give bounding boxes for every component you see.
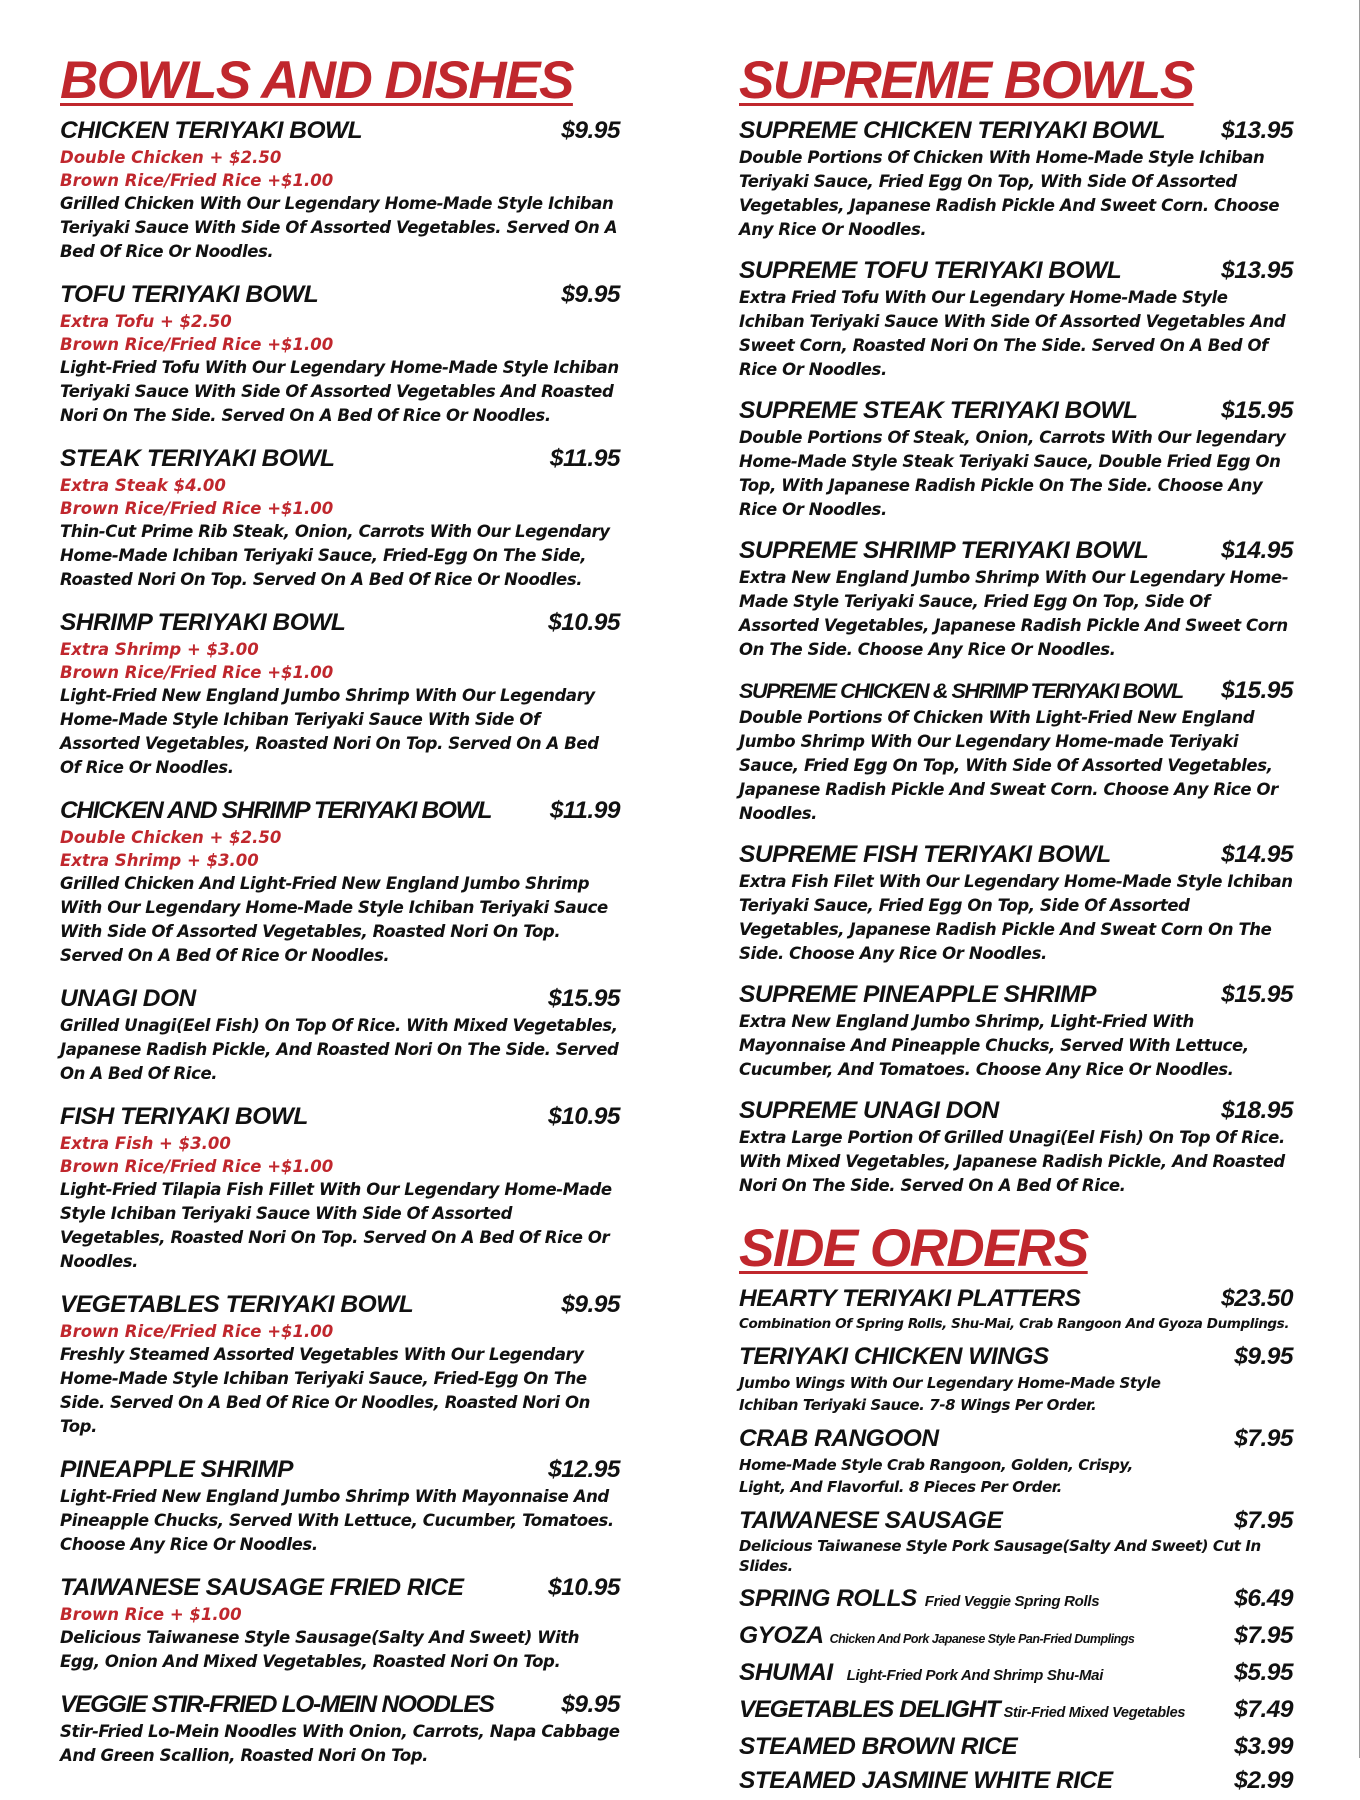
item-description: Grilled Chicken And Light-Fried New England Jumbo Shrimp With Our Legendary Home-Made Style Ichiban Teriyaki Sauce With Side Of Assorted Vegetables, Roasted Nori On Top. Served On A Bed Of Rice Or Noodles.: [60, 874, 608, 965]
item-name: VEGETABLES DELIGHT: [739, 1696, 1000, 1723]
item-option: Extra Tofu + $2.50: [60, 312, 232, 331]
menu-item: [739, 1096, 1293, 1198]
item-option: Extra Shrimp + $3.00: [60, 851, 259, 870]
item-price: $9.95: [561, 117, 620, 144]
item-price: $15.95: [1221, 677, 1293, 704]
item-option: Brown Rice + $1.00: [60, 1605, 242, 1624]
item-price: $3.99: [1234, 1733, 1293, 1760]
item-option: Brown Rice/Fried Rice +$1.00: [60, 499, 334, 518]
menu-item: [739, 396, 1293, 522]
item-name: SUPREME UNAGI DON: [739, 1097, 999, 1124]
item-price: $15.95: [1221, 397, 1293, 424]
item-price: $2.99: [1234, 1767, 1293, 1794]
item-description: Grilled Chicken With Our Legendary Home-Made Style Ichiban Teriyaki Sauce With Side Of Assorted Vegetables. Served On A Bed Of Rice Or Noodles.: [60, 194, 618, 261]
item-description: Thin-Cut Prime Rib Steak, Onion, Carrots With Our Legendary Home-Made Ichiban Teriyaki Sauce, Fried-Egg On The Side, Roasted Nori On Top. Served On A Bed Of Rice Or Noodles.: [60, 522, 610, 589]
item-price: $11.95: [549, 445, 620, 472]
item-price: $9.95: [561, 1291, 620, 1318]
item-name: SUPREME PINEAPPLE SHRIMP: [739, 981, 1096, 1008]
menu-item: [739, 840, 1293, 966]
menu-item: [60, 1290, 620, 1439]
menu-item: [60, 280, 620, 428]
item-description: Freshly Steamed Assorted Vegetables With Our Legendary Home-Made Style Ichiban Teriyaki Sauce, Fried-Egg On The Side. Served On A Bed Of Rice Or Noodles, Roasted Nori On Top.: [60, 1345, 590, 1436]
item-description: Extra Fried Tofu With Our Legendary Home-Made Style Ichiban Teriyaki Sauce With Side Of Assorted Vegetables And Sweet Corn, Roasted Nori On The Side. Served On A Bed Of Rice Or Noodles.: [739, 288, 1286, 379]
menu-item: [60, 1573, 620, 1674]
menu-item: [739, 536, 1293, 662]
item-price: $9.95: [561, 1691, 620, 1718]
item-name: PINEAPPLE SHRIMP: [60, 1456, 293, 1483]
menu-item: [739, 1342, 1293, 1416]
item-price: $15.95: [1221, 981, 1293, 1008]
bowls-list: [60, 116, 620, 1768]
item-description: Double Portions Of Steak, Onion, Carrots With Our legendary Home-Made Style Steak Teriyaki Sauce, Double Fried Egg On Top, With Japanese Radish Pickle On The Side. Choose Any Rice Or Noodles.: [739, 428, 1286, 519]
menu-item: [739, 116, 1293, 242]
item-description: Stir-Fried Lo-Mein Noodles With Onion, Carrots, Napa Cabbage And Green Scallion, Roasted Nori On Top.: [60, 1722, 620, 1765]
item-name: CHICKEN TERIYAKI BOWL: [60, 117, 363, 144]
menu-item: [60, 1690, 620, 1768]
item-name: SUPREME STEAK TERIYAKI BOWL: [739, 397, 1138, 424]
item-name: SHRIMP TERIYAKI BOWL: [60, 609, 346, 636]
item-name: VEGETABLES TERIYAKI BOWL: [60, 1291, 414, 1318]
item-description: Jumbo Wings With Our Legendary Home-Made Style Ichiban Teriyaki Sauce. 7-8 Wings Per Order.: [739, 1374, 1161, 1414]
item-price: $23.50: [1221, 1285, 1293, 1312]
item-name: GYOZA: [739, 1622, 824, 1649]
item-price: $5.95: [1234, 1659, 1293, 1686]
menu-item: [739, 256, 1293, 382]
menu-item: [739, 1766, 1293, 1796]
item-option: Brown Rice/Fried Rice +$1.00: [60, 1157, 334, 1176]
item-name: CRAB RANGOON: [739, 1425, 939, 1452]
item-name: TAIWANESE SAUSAGE FRIED RICE: [60, 1574, 464, 1601]
menu-item: [739, 1506, 1293, 1576]
item-price: $14.95: [1221, 537, 1293, 564]
item-name: FISH TERIYAKI BOWL: [60, 1103, 308, 1130]
menu-item: [739, 1584, 1293, 1617]
item-name: SUPREME FISH TERIYAKI BOWL: [739, 841, 1111, 868]
menu-item: [60, 608, 620, 780]
bowls-column: [60, 52, 620, 1784]
item-description: Double Portions Of Chicken With Light-Fried New England Jumbo Shrimp With Our Legendary Home-made Teriyaki Sauce, Fried Egg On Top, With Side Of Assorted Vegetables, Japanese Radish Pickle And Sweat Corn. Choose Any Rice Or Noodles.: [739, 708, 1278, 823]
menu-item: [60, 1455, 620, 1557]
item-name: SUPREME CHICKEN & SHRIMP TERIYAKI BOWL: [739, 679, 1183, 703]
sides-list: [739, 1284, 1293, 1796]
item-note: Fried Veggie Spring Rolls: [924, 1593, 1100, 1610]
item-option: Brown Rice/Fried Rice +$1.00: [60, 663, 334, 682]
item-name: STEAMED JASMINE WHITE RICE: [739, 1767, 1113, 1794]
item-name: SHUMAI: [739, 1659, 833, 1686]
item-description: Extra Large Portion Of Grilled Unagi(Eel Fish) On Top Of Rice. With Mixed Vegetables, Japanese Radish Pickle, And Roasted Nori On The Side. Served On A Bed Of Rice.: [739, 1128, 1285, 1195]
item-description: Light-Fried New England Jumbo Shrimp With Our Legendary Home-Made Style Ichiban Teriyaki Sauce With Side Of Assorted Vegetables, Roasted Nori On Top. Served On A Bed Of Rice Or Noodles.: [60, 686, 599, 777]
item-price: $13.95: [1221, 257, 1293, 284]
bowls-section-title: BOWLS AND DISHES: [60, 51, 573, 110]
item-description: Light-Fried Tilapia Fish Fillet With Our Legendary Home-Made Style Ichiban Teriyaki Sauce With Side Of Assorted Vegetables, Roasted Nori On Top. Served On A Bed Of Rice Or Noodles.: [60, 1180, 612, 1271]
item-name: TAIWANESE SAUSAGE: [739, 1507, 1003, 1534]
item-description: Home-Made Style Crab Rangoon, Golden, Crispy, Light, And Flavorful. 8 Pieces Per Order.: [739, 1456, 1133, 1496]
menu-item: [60, 1102, 620, 1274]
item-price: $7.95: [1234, 1622, 1293, 1649]
item-description: Extra New England Jumbo Shrimp, Light-Fried With Mayonnaise And Pineapple Chucks, Served With Lettuce, Cucumber, And Tomatoes. Choose Any Rice Or Noodles.: [739, 1012, 1249, 1079]
item-option: Extra Shrimp + $3.00: [60, 640, 259, 659]
supreme-section-title: SUPREME BOWLS: [739, 51, 1194, 110]
supreme-list: [739, 116, 1293, 1198]
menu-item: [739, 1658, 1293, 1691]
item-price: $10.95: [548, 1574, 620, 1601]
item-price: $6.49: [1234, 1585, 1293, 1612]
menu-item: [60, 116, 620, 264]
menu-item: [739, 980, 1293, 1082]
item-option: Brown Rice/Fried Rice +$1.00: [60, 335, 334, 354]
item-name: SUPREME SHRIMP TERIYAKI BOWL: [739, 537, 1149, 564]
item-name: CHICKEN AND SHRIMP TERIYAKI BOWL: [60, 797, 492, 824]
item-name: SUPREME CHICKEN TERIYAKI BOWL: [739, 117, 1166, 144]
item-price: $15.95: [548, 985, 620, 1012]
item-note: Stir-Fried Mixed Vegetables: [1003, 1705, 1186, 1721]
item-name: SUPREME TOFU TERIYAKI BOWL: [739, 257, 1122, 284]
item-description: Double Portions Of Chicken With Home-Made Style Ichiban Teriyaki Sauce, Fried Egg On Top, With Side Of Assorted Vegetables, Japanese Radish Pickle And Sweet Corn. Choose Any Rice Or Noodles.: [739, 148, 1280, 239]
item-description: Extra Fish Filet With Our Legendary Home-Made Style Ichiban Teriyaki Sauce, Fried Egg On Top, Side Of Assorted Vegetables, Japanese Radish Pickle And Sweat Corn On The Side. Choose Any Rice Or Noodles.: [739, 872, 1293, 963]
item-description: Combination Of Spring Rolls, Shu-Mai, Crab Rangoon And Gyoza Dumplings.: [739, 1316, 1290, 1332]
item-price: $7.49: [1234, 1696, 1293, 1723]
menu-item: [739, 1284, 1293, 1334]
item-price: $7.95: [1234, 1507, 1293, 1534]
item-name: TOFU TERIYAKI BOWL: [60, 281, 319, 308]
item-name: HEARTY TERIYAKI PLATTERS: [739, 1285, 1081, 1312]
supreme-column: [739, 52, 1293, 1800]
item-name: TERIYAKI CHICKEN WINGS: [739, 1343, 1049, 1370]
item-price: $14.95: [1221, 841, 1293, 868]
item-name: UNAGI DON: [60, 985, 196, 1012]
item-name: VEGGIE STIR-FRIED LO-MEIN NOODLES: [60, 1691, 494, 1718]
item-price: $10.95: [548, 609, 620, 636]
item-description: Delicious Taiwanese Style Sausage(Salty And Sweet) With Egg, Onion And Mixed Vegetables, Roasted Nori On Top.: [60, 1628, 580, 1671]
item-price: $13.95: [1221, 117, 1293, 144]
item-description: Extra New England Jumbo Shrimp With Our Legendary Home-Made Style Teriyaki Sauce, Fried Egg On Top, Side Of Assorted Vegetables, Japanese Radish Pickle And Sweet Corn On The Side. Choose Any Rice Or Noodles.: [739, 568, 1289, 659]
menu-item: [739, 1621, 1293, 1654]
menu-item: [739, 676, 1293, 826]
item-name: SPRING ROLLS: [739, 1585, 917, 1612]
item-price: $12.95: [548, 1456, 620, 1483]
menu-item: [60, 796, 620, 968]
item-name: STEAK TERIYAKI BOWL: [60, 445, 335, 472]
item-option: Double Chicken + $2.50: [60, 828, 282, 847]
item-option: Extra Steak $4.00: [60, 476, 226, 495]
item-name: STEAMED BROWN RICE: [739, 1733, 1018, 1760]
item-price: $9.95: [561, 281, 620, 308]
item-description: Delicious Taiwanese Style Pork Sausage(Salty And Sweet) Cut In Slides.: [739, 1537, 1261, 1575]
item-description: Grilled Unagi(Eel Fish) On Top Of Rice. With Mixed Vegetables, Japanese Radish Pickle, And Roasted Nori On The Side. Served On A Bed Of Rice.: [60, 1016, 619, 1083]
item-price: $10.95: [548, 1103, 620, 1130]
item-price: $11.99: [549, 797, 620, 824]
menu-item: [60, 984, 620, 1086]
item-description: Light-Fried New England Jumbo Shrimp With Mayonnaise And Pineapple Chucks, Served With Lettuce, Cucumber, Tomatoes. Choose Any Rice Or Noodles.: [60, 1487, 614, 1554]
item-note: Light-Fried Pork And Shrimp Shu-Mai: [846, 1667, 1104, 1684]
item-note: Chicken And Pork Japanese Style Pan-Fried Dumplings: [829, 1632, 1135, 1646]
sides-section-title: SIDE ORDERS: [739, 1219, 1088, 1278]
item-option: Double Chicken + $2.50: [60, 148, 282, 167]
item-price: $18.95: [1221, 1097, 1293, 1124]
menu-item: [60, 444, 620, 592]
item-option: Extra Fish + $3.00: [60, 1134, 231, 1153]
item-description: Light-Fried Tofu With Our Legendary Home-Made Style Ichiban Teriyaki Sauce With Side Of Assorted Vegetables And Roasted Nori On The Side. Served On A Bed Of Rice Or Noodles.: [60, 358, 619, 425]
item-price: $9.95: [1234, 1343, 1293, 1370]
item-option: Brown Rice/Fried Rice +$1.00: [60, 171, 334, 190]
menu-item: [739, 1424, 1293, 1498]
item-price: $7.95: [1234, 1425, 1293, 1452]
item-option: Brown Rice/Fried Rice +$1.00: [60, 1322, 334, 1341]
menu-item: [739, 1695, 1293, 1728]
